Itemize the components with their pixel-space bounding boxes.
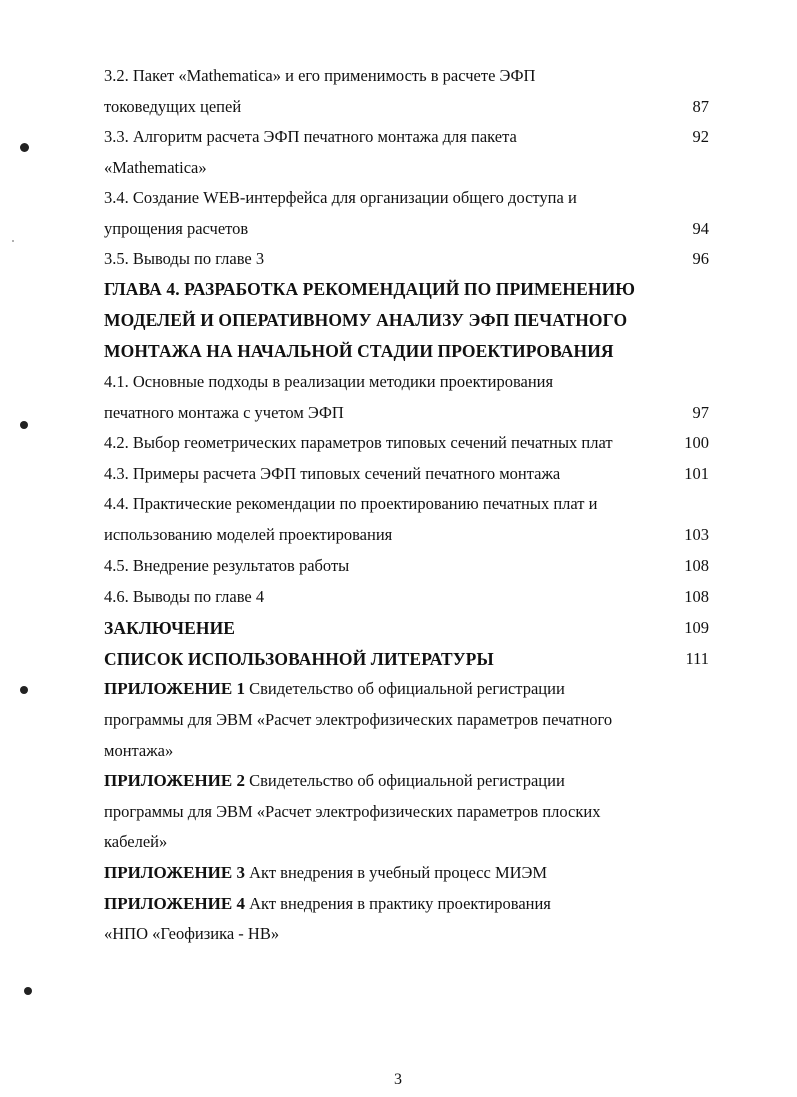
toc-line-14: 4.4. Практические рекомендации по проектированию печатных плат и bbox=[104, 494, 598, 513]
appendix-2-line-1: ПРИЛОЖЕНИЕ 2 Свидетельство об официальной регистрации bbox=[104, 771, 565, 790]
toc-line-3: «Mathematica» bbox=[104, 158, 207, 177]
toc-page-6: 96 bbox=[692, 249, 709, 268]
appendix-2-label: ПРИЛОЖЕНИЕ 2 bbox=[104, 771, 245, 790]
toc-page-1: 87 bbox=[692, 97, 709, 116]
toc-line-16: 4.5. Внедрение результатов работы bbox=[104, 556, 350, 575]
appendix-2-line-3: кабелей» bbox=[104, 832, 168, 851]
chapter-heading-line-3: МОНТАЖА НА НАЧАЛЬНОЙ СТАДИИ ПРОЕКТИРОВАНИЯ bbox=[104, 341, 614, 361]
scan-speck bbox=[12, 240, 14, 242]
toc-page-11: 97 bbox=[692, 403, 709, 422]
toc-line-5: упрощения расчетов bbox=[104, 219, 249, 238]
appendix-3-label: ПРИЛОЖЕНИЕ 3 bbox=[104, 863, 245, 882]
toc-page-19: 111 bbox=[685, 649, 709, 668]
page-number: 3 bbox=[394, 1071, 402, 1088]
punch-hole-3 bbox=[20, 686, 28, 694]
appendix-2-line-2: программы для ЭВМ «Расчет электрофизических параметров плоских bbox=[104, 802, 601, 821]
toc-page-13: 101 bbox=[684, 464, 709, 483]
toc-line-2: 3.3. Алгоритм расчета ЭФП печатного монтажа для пакета bbox=[104, 127, 517, 146]
punch-hole-4 bbox=[24, 987, 32, 995]
appendix-1-label: ПРИЛОЖЕНИЕ 1 bbox=[104, 679, 245, 698]
references-heading: СПИСОК ИСПОЛЬЗОВАННОЙ ЛИТЕРАТУРЫ bbox=[104, 649, 494, 669]
toc-line-15: использованию моделей проектирования bbox=[104, 525, 393, 544]
toc-line-13: 4.3. Примеры расчета ЭФП типовых сечений печатного монтажа bbox=[104, 464, 561, 483]
toc-line-11: печатного монтажа с учетом ЭФП bbox=[104, 403, 344, 422]
toc-line-10: 4.1. Основные подходы в реализации методики проектирования bbox=[104, 372, 554, 391]
toc-line-0: 3.2. Пакет «Mathematica» и его применимость в расчете ЭФП bbox=[104, 66, 536, 85]
appendix-1-line-2: программы для ЭВМ «Расчет электрофизических параметров печатного bbox=[104, 710, 613, 729]
toc-page-2: 92 bbox=[692, 127, 709, 146]
appendix-4-line-1: ПРИЛОЖЕНИЕ 4 Акт внедрения в практику проектирования bbox=[104, 894, 551, 913]
toc-page-15: 103 bbox=[684, 525, 709, 544]
appendix-3-line: ПРИЛОЖЕНИЕ 3 Акт внедрения в учебный процесс МИЭМ bbox=[104, 863, 548, 882]
conclusion-heading: ЗАКЛЮЧЕНИЕ bbox=[104, 618, 236, 638]
chapter-heading-line-2: МОДЕЛЕЙ И ОПЕРАТИВНОМУ АНАЛИЗУ ЭФП ПЕЧАТНОГО bbox=[104, 310, 628, 330]
toc-page-16: 108 bbox=[684, 556, 709, 575]
appendix-4-line-2: «НПО «Геофизика - НВ» bbox=[104, 924, 280, 943]
toc-page-12: 100 bbox=[684, 433, 709, 452]
toc-line-4: 3.4. Создание WEB-интерфейса для организации общего доступа и bbox=[104, 188, 577, 207]
toc-line-1: токоведущих цепей bbox=[104, 97, 242, 116]
toc-page-5: 94 bbox=[692, 219, 709, 238]
appendix-1-line-1: ПРИЛОЖЕНИЕ 1 Свидетельство об официальной регистрации bbox=[104, 679, 565, 698]
toc-page-17: 108 bbox=[684, 587, 709, 606]
toc-line-12: 4.2. Выбор геометрических параметров типовых сечений печатных плат bbox=[104, 433, 613, 452]
toc-line-17: 4.6. Выводы по главе 4 bbox=[104, 587, 265, 606]
toc-line-6: 3.5. Выводы по главе 3 bbox=[104, 249, 265, 268]
punch-hole-2 bbox=[20, 421, 28, 429]
punch-hole-1 bbox=[20, 143, 29, 152]
toc-page-18: 109 bbox=[684, 618, 709, 637]
appendix-1-line-3: монтажа» bbox=[104, 741, 174, 760]
appendix-4-label: ПРИЛОЖЕНИЕ 4 bbox=[104, 894, 245, 913]
chapter-heading-line-1: ГЛАВА 4. РАЗРАБОТКА РЕКОМЕНДАЦИЙ ПО ПРИМЕНЕНИЮ bbox=[104, 279, 636, 299]
